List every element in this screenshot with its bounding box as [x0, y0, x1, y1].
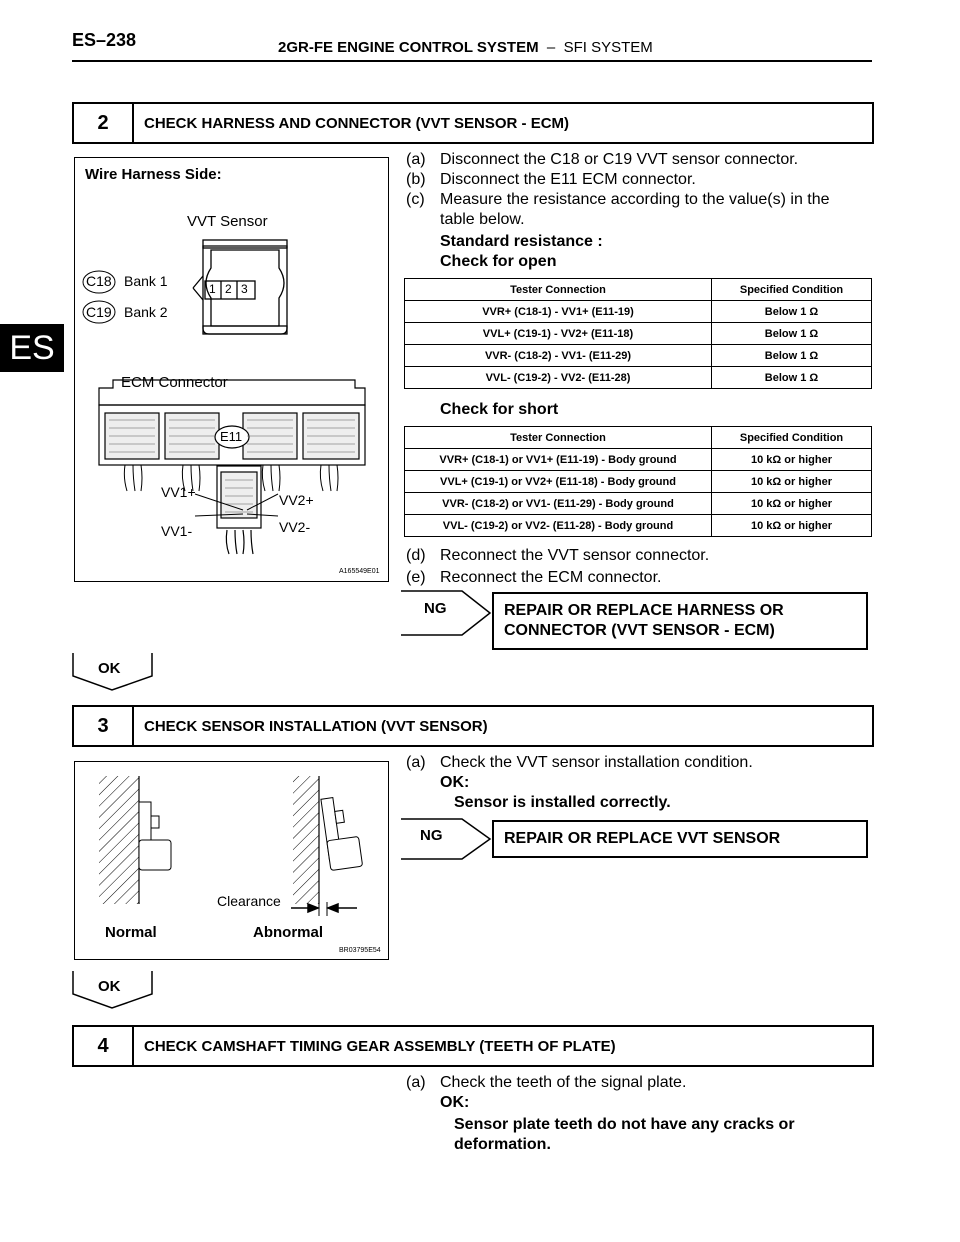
table-cell: VVR- (C18-2) - VV1- (E11-29) — [405, 345, 712, 367]
table-header-cell: Tester Connection — [405, 279, 712, 301]
vv1-plus-label: VV1+ — [161, 484, 196, 500]
table-cell: 10 kΩ or higher — [712, 493, 872, 515]
abnormal-label: Abnormal — [253, 924, 324, 941]
step-2-b-label: (b) — [406, 171, 426, 188]
table-cell: VVL+ (C19-1) - VV2+ (E11-18) — [405, 323, 712, 345]
table-row — [405, 301, 872, 323]
table-cell: VVL- (C19-2) - VV2- (E11-28) — [405, 367, 712, 389]
step-2-e-label: (e) — [406, 569, 426, 586]
bank2-label: Bank 2 — [124, 304, 168, 320]
step-2-c-text: Measure the resistance according to the value(s) in the — [440, 191, 830, 208]
step-4-a-label: (a) — [406, 1074, 426, 1091]
table-cell: VVR+ (C18-1) - VV1+ (E11-19) — [405, 301, 712, 323]
table-cell: Below 1 Ω — [712, 345, 872, 367]
step-2-c-label: (c) — [406, 191, 425, 208]
wire-harness-side-label: Wire Harness Side: — [85, 166, 222, 183]
bank1-label: Bank 1 — [124, 273, 168, 289]
step-2-a-label: (a) — [406, 151, 426, 168]
ok-label-step-2: OK — [98, 660, 121, 677]
header-title — [278, 39, 653, 56]
c19-label: C19 — [86, 304, 112, 320]
table-cell: VVL- (C19-2) or VV2- (E11-28) - Body ground — [405, 515, 712, 537]
abnormal-housing — [293, 776, 319, 904]
page-number: ES–238 — [72, 30, 137, 50]
ng-label-step-2: NG — [424, 600, 447, 617]
vv2-plus-label: VV2+ — [279, 492, 314, 508]
check-short-label: Check for short — [440, 401, 559, 418]
step-2-e-text: Reconnect the ECM connector. — [440, 569, 662, 586]
ng-label-step-3: NG — [420, 827, 443, 844]
wire-harness-figure — [74, 157, 389, 582]
pin-1-label: 1 — [209, 282, 216, 296]
clearance-arrows — [291, 902, 357, 916]
ng-result-step-3: REPAIR OR REPLACE VVT SENSOR — [492, 820, 868, 858]
step-4-number: 4 — [74, 1027, 134, 1065]
table-row — [405, 345, 872, 367]
step-3-a-label: (a) — [406, 754, 426, 771]
step-4-ok-label: OK: — [440, 1094, 470, 1111]
table-cell: VVR+ (C18-1) or VV1+ (E11-19) - Body ground — [405, 449, 712, 471]
e11-label: E11 — [220, 429, 243, 444]
table-row — [405, 367, 872, 389]
step-3-header — [72, 705, 874, 747]
table-cell: Below 1 Ω — [712, 301, 872, 323]
table-row — [405, 471, 872, 493]
figure-id: BR03795E54 — [339, 947, 381, 954]
table-row — [405, 449, 872, 471]
step-2-header — [72, 102, 874, 144]
open-check-table — [404, 278, 872, 389]
step-3-number: 3 — [74, 707, 134, 745]
ng-result-step-2 — [492, 592, 868, 650]
table-cell: VVL+ (C19-1) or VV2+ (E11-18) - Body ground — [405, 471, 712, 493]
step-3-a-text: Check the VVT sensor installation condition. — [440, 754, 753, 771]
table-cell: Below 1 Ω — [712, 367, 872, 389]
pin-2-label: 2 — [225, 282, 232, 296]
table-row — [405, 323, 872, 345]
step-4-ok-text-2: deformation. — [454, 1136, 551, 1153]
short-check-table — [404, 426, 872, 537]
step-2-d-label: (d) — [406, 547, 426, 564]
ecm-connector-label: ECM Connector — [121, 374, 228, 391]
step-4-ok-text-1: Sensor plate teeth do not have any cracks or — [454, 1116, 795, 1133]
step-3-ok-text: Sensor is installed correctly. — [454, 794, 671, 811]
standard-resistance-label: Standard resistance : — [440, 233, 603, 250]
ng-result-line-2: CONNECTOR (VVT SENSOR - ECM) — [504, 622, 775, 639]
header-title-main: 2GR-FE ENGINE CONTROL SYSTEM — [278, 39, 539, 56]
pin-3-label: 3 — [241, 282, 248, 296]
table-row — [405, 493, 872, 515]
ok-label-step-3: OK — [98, 978, 121, 995]
step-4-a-text: Check the teeth of the signal plate. — [440, 1074, 687, 1091]
table-row — [405, 515, 872, 537]
normal-housing — [99, 776, 139, 904]
table-header-row — [405, 279, 872, 301]
step-2-title: CHECK HARNESS AND CONNECTOR (VVT SENSOR - ECM) — [144, 114, 570, 132]
table-cell: 10 kΩ or higher — [712, 449, 872, 471]
check-open-label: Check for open — [440, 253, 557, 270]
e11-subconnector — [217, 466, 261, 554]
ng-arrow-step-3 — [400, 818, 492, 860]
step-2-d-text: Reconnect the VVT sensor connector. — [440, 547, 710, 564]
table-header-cell: Specified Condition — [712, 427, 872, 449]
step-3-ok-label: OK: — [440, 774, 470, 791]
vv2-minus-label: VV2- — [279, 519, 311, 535]
step-2-number: 2 — [74, 104, 134, 142]
table-cell: 10 kΩ or higher — [712, 515, 872, 537]
step-2-a-text: Disconnect the C18 or C19 VVT sensor connector. — [440, 151, 799, 168]
section-side-tab: ES — [0, 324, 64, 372]
table-header-row — [405, 427, 872, 449]
vv1-minus-label: VV1- — [161, 523, 193, 539]
vvt-sensor-label: VVT Sensor — [187, 213, 268, 230]
table-header-cell: Tester Connection — [405, 427, 712, 449]
normal-label: Normal — [105, 924, 157, 941]
figure-id: A165549E01 — [339, 568, 380, 575]
abnormal-sensor — [321, 795, 363, 871]
c18-label: C18 — [86, 273, 112, 289]
table-header-cell: Specified Condition — [712, 279, 872, 301]
ng-result-line-1: REPAIR OR REPLACE HARNESS OR — [504, 602, 784, 619]
vvt-sensor-connector — [193, 240, 287, 334]
table-cell: VVR- (C18-2) or VV1- (E11-29) - Body ground — [405, 493, 712, 515]
header-title-sub: – SFI SYSTEM — [538, 39, 653, 56]
step-2-c-text-cont: table below. — [440, 211, 525, 228]
header-rule — [72, 60, 872, 62]
table-cell: Below 1 Ω — [712, 323, 872, 345]
sensor-installation-figure — [74, 761, 389, 960]
step-3-title: CHECK SENSOR INSTALLATION (VVT SENSOR) — [144, 717, 488, 735]
step-4-header — [72, 1025, 874, 1067]
table-cell: 10 kΩ or higher — [712, 471, 872, 493]
clearance-label: Clearance — [217, 893, 281, 909]
step-2-b-text: Disconnect the E11 ECM connector. — [440, 171, 696, 188]
step-4-title: CHECK CAMSHAFT TIMING GEAR ASSEMBLY (TEETH OF PLATE) — [144, 1037, 616, 1055]
